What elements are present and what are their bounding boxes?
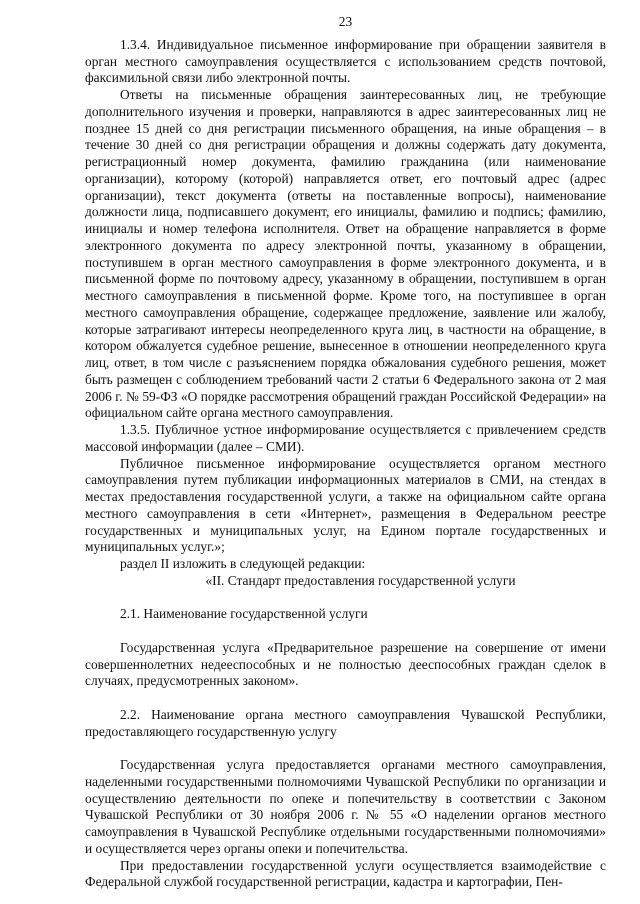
paragraph-gap: [85, 590, 606, 607]
paragraph-gap: [85, 740, 606, 757]
paragraph: При предоставлении государственной услуги осуществляется взаимодействие с Федеральной службой государственной регистрации, кадастра и картографии, Пен-: [85, 857, 606, 890]
page-number: 23: [338, 14, 353, 29]
paragraph-gap: [85, 623, 606, 640]
paragraph: Ответы на письменные обращения заинтересованных лиц, не требующие дополнительного изучения и проверки, направляются в адрес заинтересованных лиц не позднее 15 дней со дня регистрации письменного обращения, на иные обращения – в течение 30 дней со дня регистрации обращения и должны содержать дату документа, регистрационный номер документа, фамилию гражданина (или наименование организации), которому (которой) направляется ответ, его почтовый адрес (адрес организации), текст документа (ответы на поставленные вопросы), наименование должности лица, подписавшего документ, его инициалы, фамилию и подпись; фамилию, инициалы и номер телефона исполнителя. Ответ на обращение направляется в форме электронного документа по адресу электронной почты, указанному в обращении, поступившем в орган местного самоуправления в форме электронного документа, и в письменной форме по почтовому адресу, указанному в обращении, поступившем в орган местного самоуправления в письменной форме. Кроме того, на поступившее в орган местного самоуправления обращение, содержащее предложение, заявление или жалобу, которые затрагивают интересы неопределенного круга лиц, в частности на обращение, в котором обжалуется судебное решение, вынесенное в отношении неопределенного круга лиц, ответ, в том числе с разъяснением порядка обжалования судебного решения, может быть размещен с соблюдением требований части 2 статьи 6 Федерального закона от 2 мая 2006 г. № 59-ФЗ «О порядке рассмотрения обращений граждан Российской Федерации» на официальном сайте органа местного самоуправления.: [85, 87, 606, 421]
paragraph: 1.3.4. Индивидуальное письменное информирование при обращении заявителя в орган местного самоуправления осуществляется с использованием средств почтовой, факсимильной связи либо электронной почты.: [85, 36, 606, 86]
paragraph: 2.2. Наименование органа местного самоуправления Чувашской Республики, предоставляющего государственную услугу: [85, 706, 606, 739]
paragraph: Публичное письменное информирование осуществляется органом местного самоуправления путем публикации информационных материалов в СМИ, на стендах в местах предоставления государственной услуги, а также на официальном сайте органа местного самоуправления в сети «Интернет», размещения в Федеральном реестре государственных и муниципальных услуг, на Едином портале государственных и муниципальных услуг.»;: [85, 455, 606, 555]
paragraph: Государственная услуга предоставляется органами местного самоуправления, наделенными государственными полномочиями Чувашской Республики по организации и осуществлению деятельности по опеке и попечительству в соответствии с Законом Чувашской Республики от 30 ноября 2006 г. № 55 «О наделении органов местного самоуправления в Чувашской Республике отдельными государственными полномочиями» и осуществляется через органы опеки и попечительства.: [85, 757, 606, 856]
paragraph: Государственная услуга «Предварительное разрешение на совершение от имени совершеннолетних недееспособных и не полностью дееспособных граждан сделок в случаях, предусмотренных законом».: [85, 639, 606, 689]
paragraph: раздел II изложить в следующей редакции:: [120, 556, 366, 571]
paragraph: 2.1. Наименование государственной услуги: [120, 606, 368, 622]
paragraph: 1.3.5. Публичное устное информирование осуществляется с привлечением средств массовой информации (далее – СМИ).: [85, 422, 606, 454]
paragraph-gap: [85, 690, 606, 707]
section-heading: «II. Стандарт предоставления государственной услуги: [205, 572, 516, 588]
document-body: [85, 37, 606, 891]
